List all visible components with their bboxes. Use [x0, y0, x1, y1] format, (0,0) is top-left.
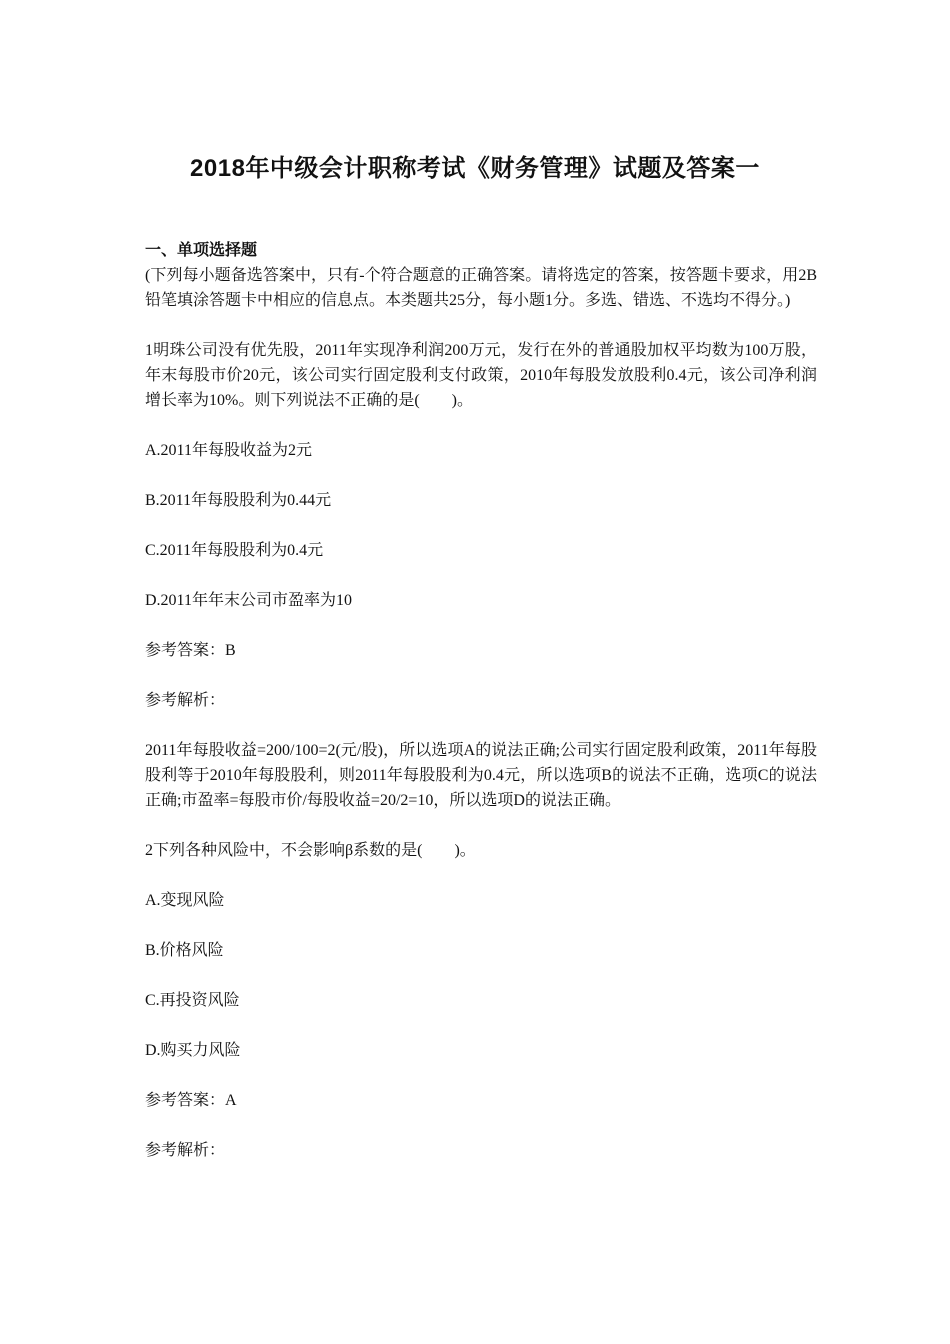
question-2-stem: 2下列各种风险中，不会影响β系数的是( )。 — [145, 842, 476, 859]
question-2-option-b: B.价格风险 — [145, 942, 224, 959]
question-2-option-c: C.再投资风险 — [145, 992, 240, 1009]
question-2-analysis-label: 参考解析： — [145, 1142, 226, 1159]
question-2-option-d: D.购买力风险 — [145, 1042, 241, 1059]
section-heading: 一、单项选择题 — [145, 242, 258, 259]
question-1-option-c: C.2011年每股股利为0.4元 — [145, 542, 324, 559]
question-1-stem: 1明珠公司没有优先股，2011年实现净利润200万元，发行在外的普通股加权平均数为100万股，年末每股市价20元，该公司实行固定股利支付政策，2010年每股发放股利0.4元，该公司净利润增长率为10%。则下列说法不正确的是( )。 — [145, 342, 817, 409]
section-instructions: (下列每小题备选答案中，只有-个符合题意的正确答案。请将选定的答案，按答题卡要求，用2B铅笔填涂答题卡中相应的信息点。本类题共25分，每小题1分。多选、错选、不选均不得分。) — [145, 267, 817, 309]
question-1-analysis: 2011年每股收益=200/100=2(元/股)，所以选项A的说法正确;公司实行固定股利政策，2011年每股股利等于2010年每股股利，则2011年每股股利为0.4元，所以选项B的说法不正确，选项C的说法正确;市盈率=每股市价/每股收益=20/2=10，所以选项D的说法正确。 — [145, 742, 817, 809]
document-title: 2018年中级会计职称考试《财务管理》试题及答案一 — [190, 155, 760, 182]
question-1-option-a: A.2011年每股收益为2元 — [145, 442, 312, 459]
question-1-analysis-label: 参考解析： — [145, 692, 226, 709]
question-2-option-a: A.变现风险 — [145, 892, 225, 909]
question-2-answer: 参考答案：A — [145, 1092, 237, 1109]
document-body — [145, 238, 817, 1163]
question-1-option-b: B.2011年每股股利为0.44元 — [145, 492, 332, 509]
question-1-answer: 参考答案：B — [145, 642, 236, 659]
question-1-option-d: D.2011年年末公司市盈率为10 — [145, 592, 352, 609]
